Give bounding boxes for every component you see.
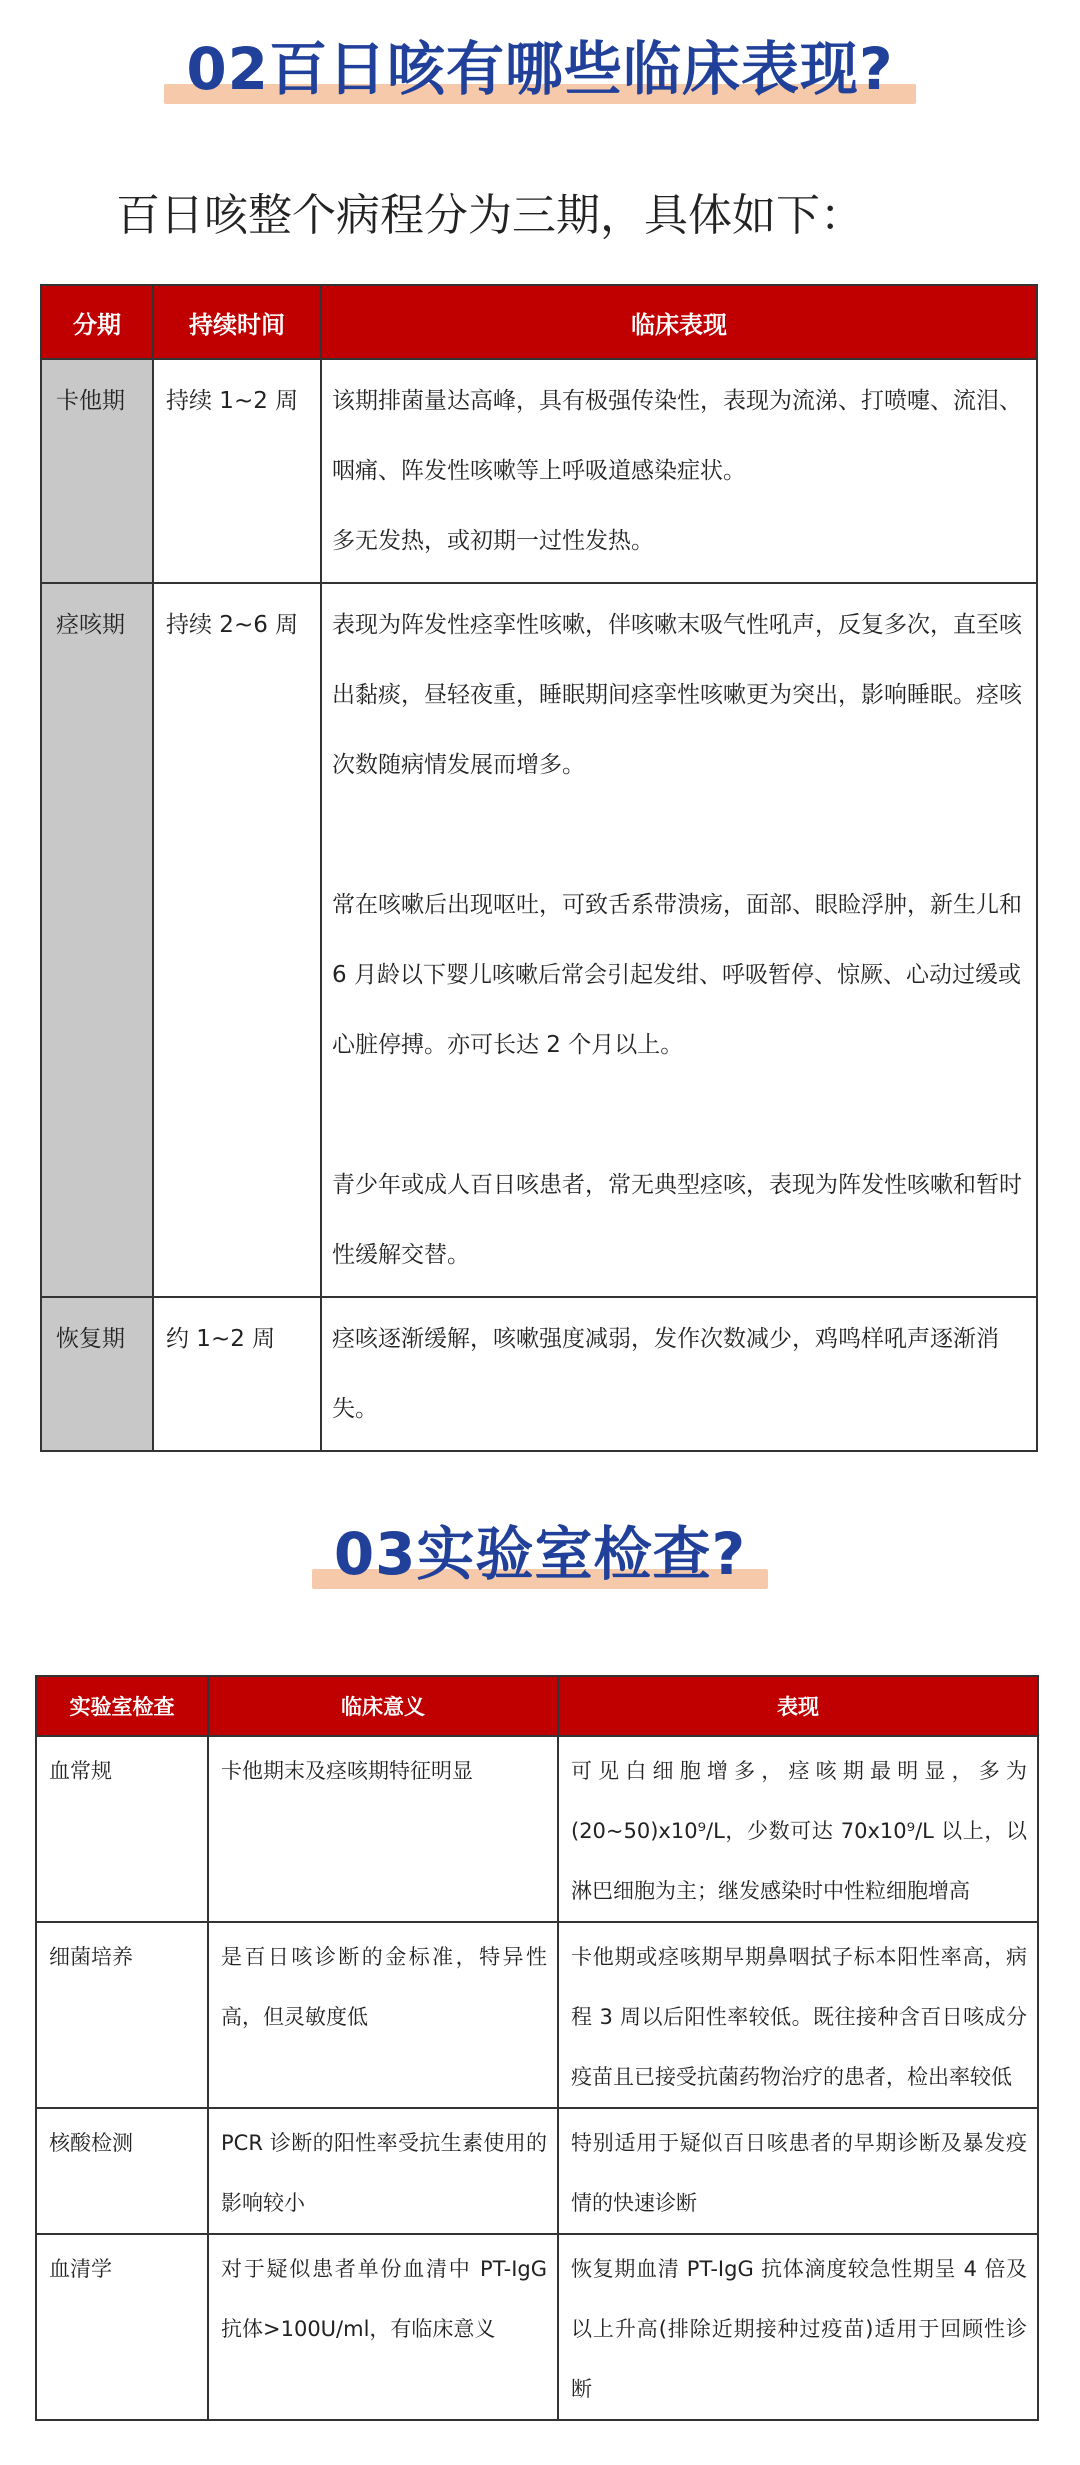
clinical-cell (321, 359, 1037, 583)
table-header-row (41, 285, 1037, 359)
duration-cell: 约 1~2 周 (153, 1297, 321, 1451)
clinical-text: 痉咳逐渐缓解，咳嗽强度减弱，发作次数减少，鸡鸣样吼声逐渐消失。 (332, 1326, 999, 1422)
table-row (41, 1297, 1037, 1451)
header-phase: 分期 (41, 285, 153, 359)
header-duration: 持续时间 (153, 285, 321, 359)
phase-cell: 痉咳期 (41, 583, 153, 1297)
section1-heading (0, 30, 1080, 108)
table-row (36, 1736, 1038, 1922)
table-row (41, 583, 1037, 1297)
significance-cell: PCR 诊断的阳性率受抗生素使用的影响较小 (208, 2108, 558, 2234)
table-row (41, 359, 1037, 583)
lab-table (35, 1675, 1039, 2421)
clinical-text: 表现为阵发性痉挛性咳嗽，伴咳嗽末吸气性吼声，反复多次，直至咳出黏痰，昼轻夜重，睡眠期间痉挛性咳嗽更为突出，影响睡眠。痉咳次数随病情发展而增多。 (332, 612, 1022, 778)
significance-cell: 对于疑似患者单份血清中 PT-IgG 抗体>100U/ml，有临床意义 (208, 2234, 558, 2420)
table-row (36, 2108, 1038, 2234)
lab-test-cell: 细菌培养 (36, 1922, 208, 2108)
lab-test-cell: 核酸检测 (36, 2108, 208, 2234)
paragraph-gap (332, 1080, 1022, 1150)
duration-cell: 持续 1~2 周 (153, 359, 321, 583)
stage-table (40, 284, 1038, 1452)
header-clinical: 临床表现 (321, 285, 1037, 359)
section1-intro: 百日咳整个病程分为三期，具体如下： (116, 190, 864, 241)
clinical-text: 多无发热，或初期一过性发热。 (332, 528, 654, 554)
table-header-row (36, 1676, 1038, 1736)
significance-cell: 是百日咳诊断的金标准，特异性高，但灵敏度低 (208, 1922, 558, 2108)
significance-cell: 卡他期末及痉咳期特征明显 (208, 1736, 558, 1922)
section1-title: 02百日咳有哪些临床表现? (186, 35, 894, 103)
finding-cell: 卡他期或痉咳期早期鼻咽拭子标本阳性率高，病程 3 周以后阳性率较低。既往接种含百日咳成分疫苗且已接受抗菌药物治疗的患者，检出率较低 (558, 1922, 1038, 2108)
header-lab-test: 实验室检查 (36, 1676, 208, 1736)
section2-title: 03实验室检查? (333, 1520, 747, 1588)
finding-cell: 可见白细胞增多，痉咳期最明显，多为(20~50)x10⁹/L，少数可达 70x10⁹/L 以上，以淋巴细胞为主；继发感染时中性粒细胞增高 (558, 1736, 1038, 1922)
finding-cell: 恢复期血清 PT-IgG 抗体滴度较急性期呈 4 倍及以上升高(排除近期接种过疫苗)适用于回顾性诊断 (558, 2234, 1038, 2420)
clinical-cell (321, 583, 1037, 1297)
paragraph-gap (332, 800, 1022, 870)
phase-cell: 卡他期 (41, 359, 153, 583)
clinical-text: 常在咳嗽后出现呕吐，可致舌系带溃疡，面部、眼睑浮肿，新生儿和 6 月龄以下婴儿咳嗽后常会引起发绀、呼吸暂停、惊厥、心动过缓或心脏停搏。亦可长达 2 个月以上。 (332, 892, 1022, 1058)
clinical-text: 该期排菌量达高峰，具有极强传染性，表现为流涕、打喷嚏、流泪、咽痛、阵发性咳嗽等上呼吸道感染症状。 (332, 388, 1022, 484)
header-finding: 表现 (558, 1676, 1038, 1736)
header-significance: 临床意义 (208, 1676, 558, 1736)
lab-test-cell: 血常规 (36, 1736, 208, 1922)
table-row (36, 1922, 1038, 2108)
duration-cell: 持续 2~6 周 (153, 583, 321, 1297)
finding-cell: 特别适用于疑似百日咳患者的早期诊断及暴发疫情的快速诊断 (558, 2108, 1038, 2234)
phase-cell: 恢复期 (41, 1297, 153, 1451)
lab-test-cell: 血清学 (36, 2234, 208, 2420)
clinical-text: 青少年或成人百日咳患者，常无典型痉咳，表现为阵发性咳嗽和暂时性缓解交替。 (332, 1172, 1022, 1268)
section2-heading (0, 1515, 1080, 1593)
clinical-cell (321, 1297, 1037, 1451)
table-row (36, 2234, 1038, 2420)
